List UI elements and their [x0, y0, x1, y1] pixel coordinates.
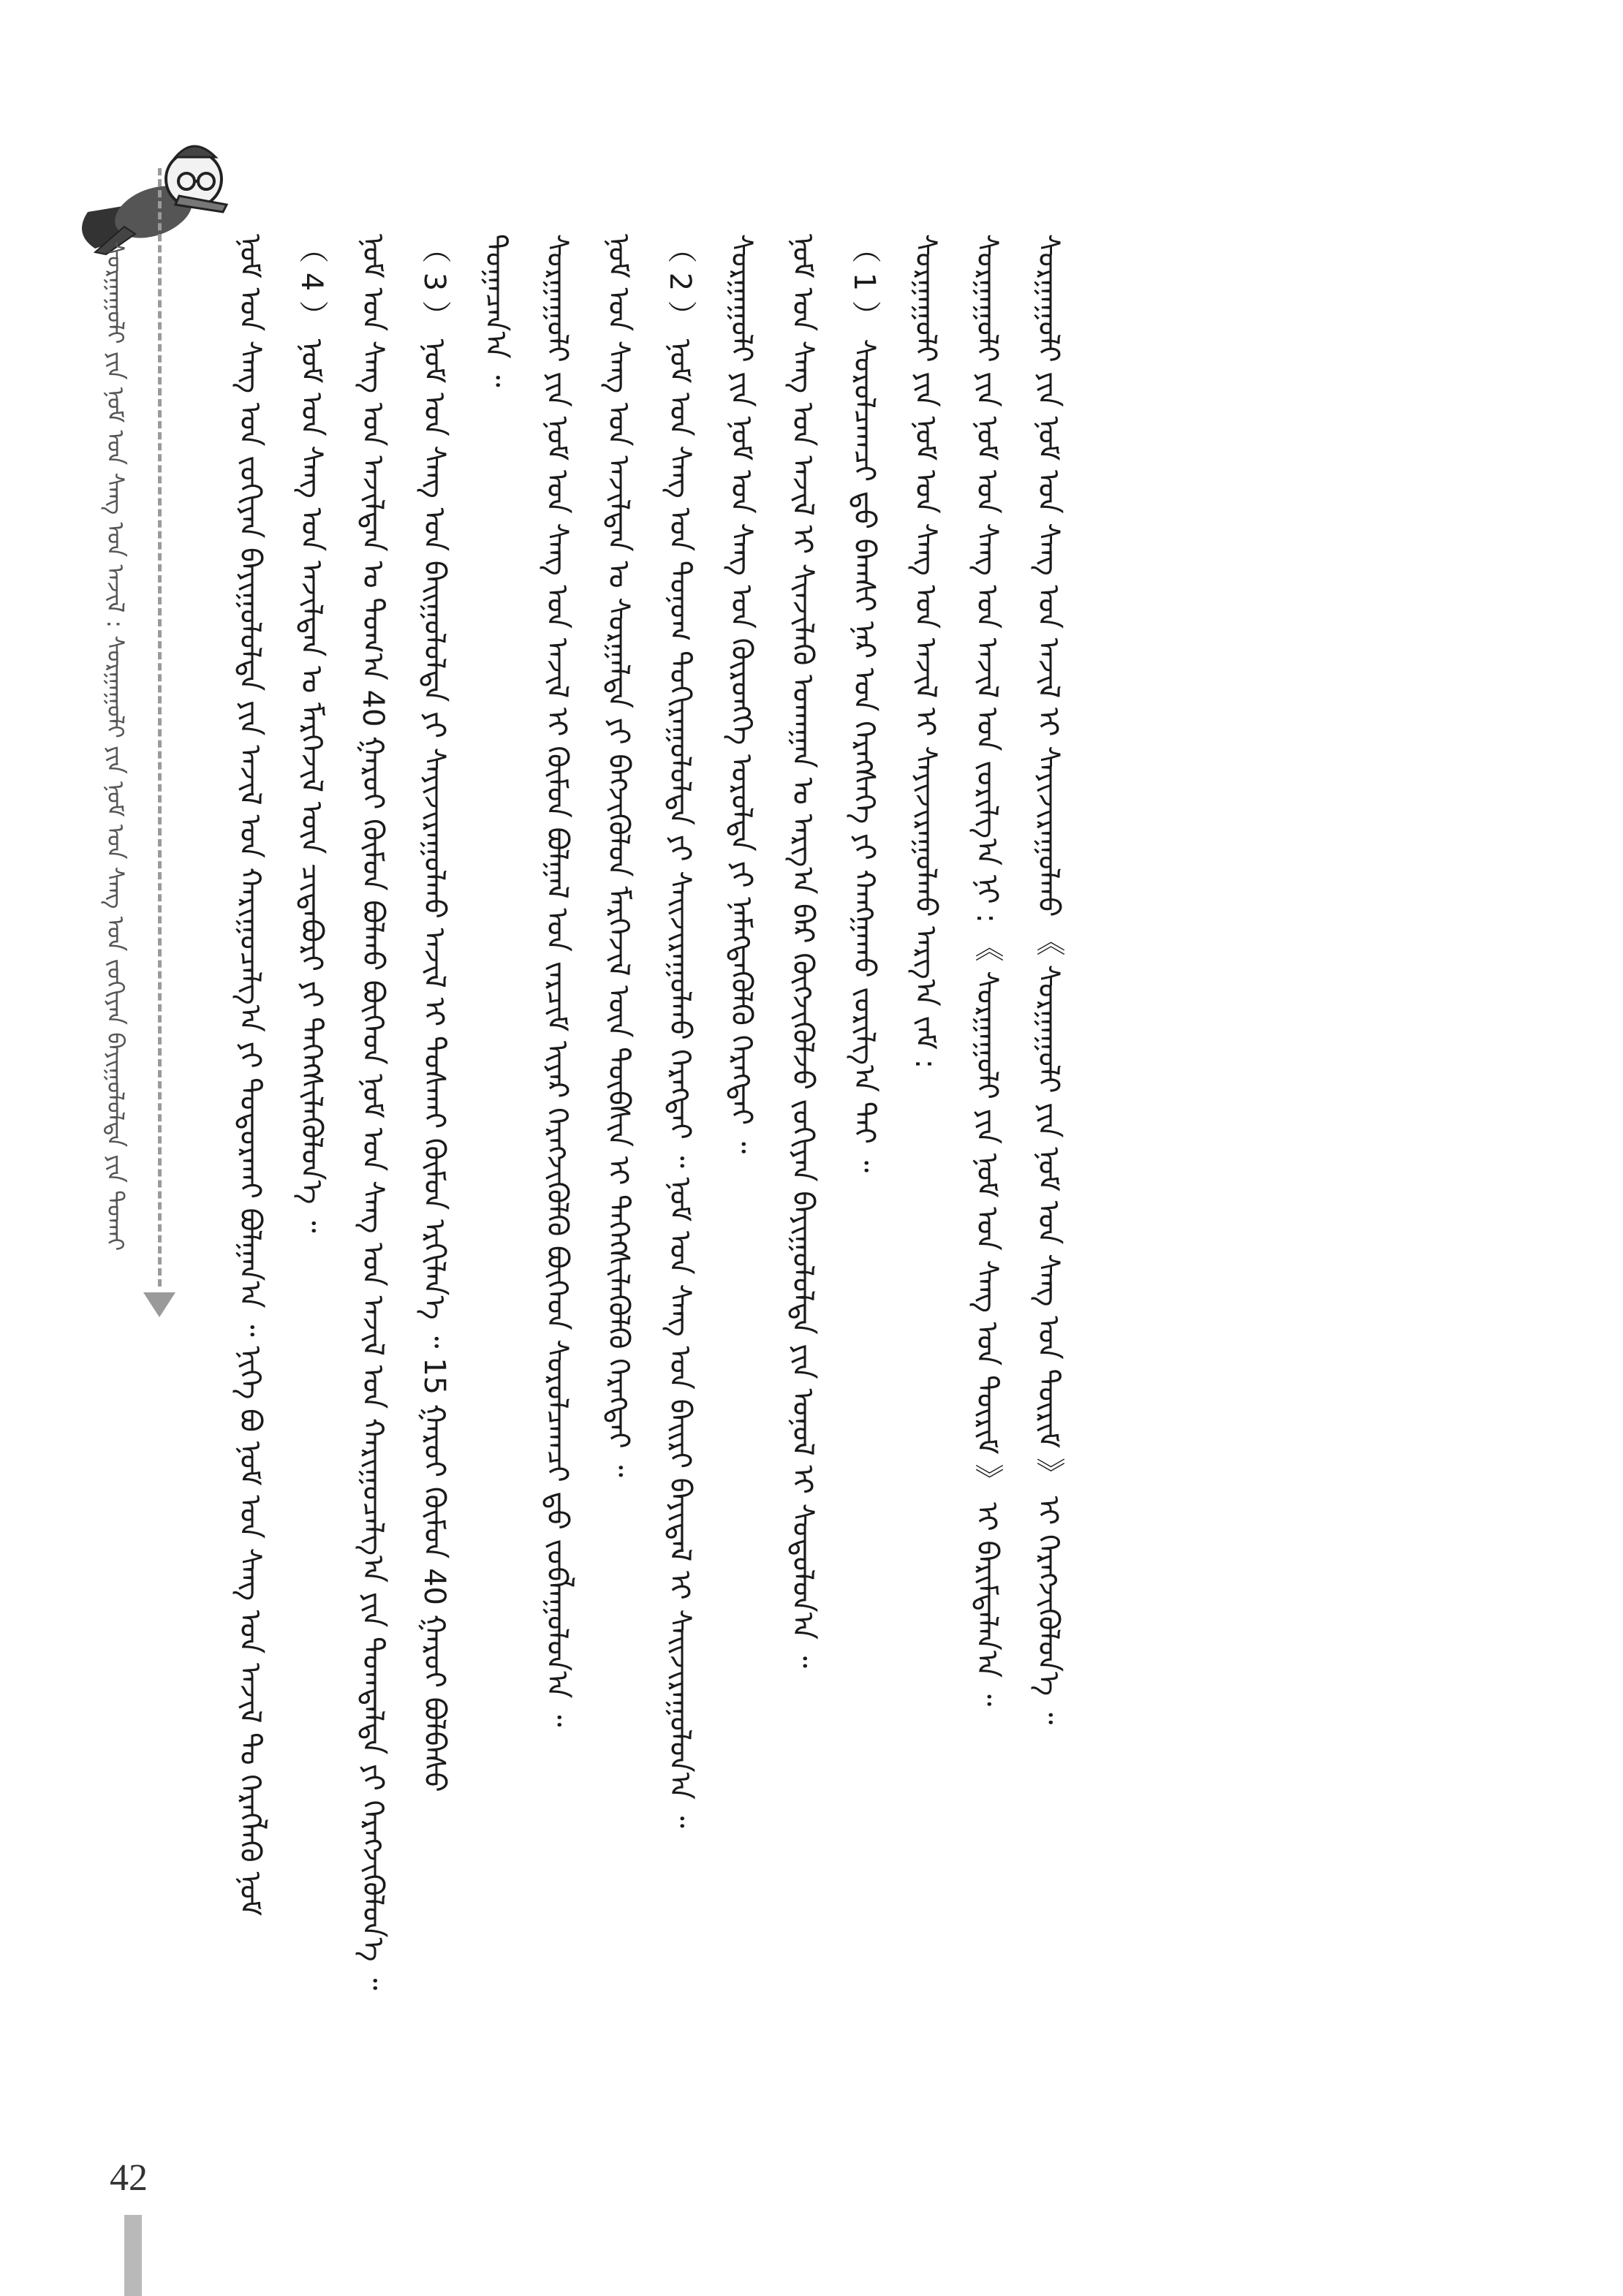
text-line: ᠰᠤᠷᠭᠠᠭᠤᠯᠢ ᠶᠢᠨ ᠨᠣᠮ ᠤᠨ ᠰᠠᠩ ᠤᠨ ᠠᠵᠢᠯ ᠤᠨ ᠵᠣᠷᠢᠯᠭ᠎ᠠ ᠨᠢ : 《 ᠰᠤᠷᠭᠠᠭᠤᠯᠢ ᠶᠢᠨ ᠨᠣᠮ ᠤᠨ ᠰᠠᠩ ᠤᠨ ᠳᠦᠷᠢᠮ 》 ᠢ ᠪᠠᠷᠢᠮᠲᠠᠯᠠᠨ᠎ᠠ ᠃: [970, 234, 1004, 1707]
dashed-rule: [158, 168, 162, 1287]
text-line: （ 1 ） ᠰᠤᠷᠤᠯᠴᠠᠭᠴᠢ ᠳ᠋ᠤ ᠪᠠᠭᠰᠢ ᠨᠠᠷ ᠤᠨ ᠬᠡᠷᠡᠭᠰᠡᠭᠡ ᠶᠢ ᠬᠠᠩᠭᠠᠬᠤ ᠵᠣᠷᠢᠯᠭ᠎ᠠ ᠲᠠᠢ ᠃: [847, 234, 881, 1173]
body-text: [219, 234, 1462, 2076]
side-tab-marker: [124, 2215, 142, 2296]
text-line: （ 3 ） ᠨᠣᠮ ᠤᠨ ᠰᠠᠩ ᠤᠨ ᠪᠠᠢᠭᠤᠯᠤᠯᠲᠠ ᠶᠢ ᠰᠠᠶᠢᠵᠢᠷᠠᠭᠤᠯᠬᠤ ᠠᠵᠢᠯ ᠢ ᠲᠤᠰᠬᠠᠢ ᠬᠦᠮᠦᠨ ᠡᠷᠬᠢᠯᠡᠨ᠎ᠡ ᠃ 15 ᠭᠠᠷᠤᠢ ᠬᠦᠮᠦᠨ 40 ᠭᠠᠷᠤᠢ ᠪᠣᠯᠪᠠᠰᠤ: [417, 234, 451, 1792]
running-head: ᠰᠤᠷᠭᠠᠭᠤᠯᠢ ᠶᠢᠨ ᠨᠣᠮ ᠤᠨ ᠰᠠᠩ ᠤᠨ ᠠᠵᠢᠯ : ᠰᠤᠷᠭᠠᠭᠤᠯᠢ ᠶᠢᠨ ᠨᠣᠮ ᠤᠨ ᠰᠠᠩ ᠤᠨ ᠵᠣᠬᠢᠶᠠᠨ ᠪᠠᠶᠢᠭᠤᠯᠤᠯᠲᠠ ᠶᠢᠨ ᠲᠤᠬᠠᠢ: [102, 241, 129, 1251]
text-line: ᠨᠣᠮ ᠤᠨ ᠰᠠᠩ ᠤᠨ ᠠᠵᠢᠯ ᠢ ᠰᠢᠨᠵᠢᠯᠡᠬᠦ ᠤᠬᠠᠭᠠᠨ ᠤ ᠠᠷᠭ᠎ᠠ ᠪᠠᠷ ᠬᠥᠭᠵᠢᠭᠦᠯᠵᠦ ᠵᠣᠬᠢᠶᠠᠨ ᠪᠠᠶᠢᠭᠤᠯᠤᠯᠲᠠ ᠶᠢᠨ ᠣᠨᠣᠯ ᠢ ᠰᠤᠳᠤᠯᠤᠨ᠎ᠠ ᠃: [786, 234, 820, 1668]
text-line: （ 4 ） ᠨᠣᠮ ᠤᠨ ᠰᠠᠩ ᠤᠨ ᠠᠵᠢᠯᠲᠠᠨ ᠤ ᠮᠡᠷᠭᠡᠵᠢᠯ ᠦᠨ ᠴᠢᠳᠠᠪᠤᠷᠢ ᠶᠢ ᠳᠡᠭᠡᠭᠰᠢᠯᠡᠭᠦᠯᠦᠨ᠎ᠡ ᠃: [295, 234, 328, 1233]
text-line: ᠲᠣᠭᠠᠴᠠᠨ᠎ᠠ ᠃: [479, 234, 512, 387]
text-line: ᠨᠣᠮ ᠤᠨ ᠰᠠᠩ ᠤᠨ ᠠᠵᠢᠯᠲᠠᠨ ᠤ ᠰᠤᠷᠭᠠᠯᠲᠠ ᠶᠢ ᠪᠡᠬᠵᠢᠭᠦᠯᠦᠨ ᠮᠡᠷᠭᠡᠵᠢᠯ ᠦᠨ ᠲᠦᠪᠰᠢᠨ ᠢ ᠳᠡᠭᠡᠭᠰᠢᠯᠡᠭᠦᠯᠬᠦ ᠬᠡᠷᠡᠭᠲᠡᠢ ᠃: [602, 234, 635, 1477]
text-line: ᠨᠣᠮ ᠤᠨ ᠰᠠᠩ ᠤᠨ ᠵᠣᠬᠢᠶᠠᠨ ᠪᠠᠶᠢᠭᠤᠯᠤᠯᠲᠠ ᠶᠢᠨ ᠠᠵᠢᠯ ᠤᠨ ᠬᠠᠷᠢᠭᠤᠴᠠᠯᠭ᠎ᠠ ᠶᠢ ᠲᠣᠳᠤᠷᠬᠠᠢ ᠪᠣᠯᠭᠠᠨ᠎ᠠ ᠃ ᠨᠢᠭᠡ ᠪᠣ ᠨᠣᠮ ᠤᠨ ᠰᠠᠩ ᠤᠨ ᠠᠵᠢᠯ ᠲᠤ ᠬᠡᠷᠡᠭᠯᠡᠬᠦ ᠨᠣᠮ: [233, 234, 267, 1917]
text-line: ᠨᠣᠮ ᠤᠨ ᠰᠠᠩ ᠤᠨ ᠠᠵᠢᠯᠲᠠᠨ ᠤ ᠲᠣᠭ᠎ᠠ 40 ᠭᠠᠷᠤᠢ ᠬᠦᠮᠦᠨ ᠪᠣᠯᠬᠤ ᠪᠥᠭᠡᠳ ᠨᠣᠮ ᠤᠨ ᠰᠠᠩ ᠤᠨ ᠠᠵᠢᠯ ᠤᠨ ᠬᠠᠷᠢᠭᠤᠴᠠᠯᠭ᠎ᠠ ᠶᠢᠨ ᠲᠣᠭᠲᠠᠯᠲᠠ ᠶᠢ ᠬᠡᠷᠡᠭᠵᠢᠭᠦᠯᠦᠨ᠎ᠡ ᠃: [356, 234, 390, 1990]
page-number: 42: [110, 2157, 148, 2199]
text-line: （ 2 ） ᠨᠣᠮ ᠤᠨ ᠰᠠᠩ ᠤᠨ ᠲᠣᠨᠣᠭ ᠲᠣᠬᠢᠷᠠᠭᠤᠯᠤᠯᠲᠠ ᠶᠢ ᠰᠠᠢᠵᠢᠷᠠᠭᠤᠯᠬᠤ ᠬᠡᠷᠡᠭᠲᠡᠢ ᠃ ᠨᠣᠮ ᠤᠨ ᠰᠠᠩ ᠤᠨ ᠪᠠᠢᠷᠢ ᠪᠠᠶᠢᠳᠠᠯ ᠢ ᠰᠠᠢᠵᠢᠷᠠᠭᠤᠯᠤᠨ᠎ᠠ ᠃: [663, 234, 697, 1828]
mascot-icon: [66, 124, 234, 256]
down-arrow-icon: [143, 1292, 175, 1317]
text-line: ᠰᠤᠷᠭᠠᠭᠤᠯᠢ ᠶᠢᠨ ᠨᠣᠮ ᠤᠨ ᠰᠠᠩ ᠤᠨ ᠬᠥᠷᠥᠩᠭᠡ ᠣᠷᠤᠯᠲᠠ ᠶᠢ ᠨᠡᠮᠡᠭᠳᠡᠭᠦᠯᠬᠦ ᠬᠡᠷᠡᠭᠲᠡᠢ ᠃: [725, 234, 758, 1154]
text-line: ᠰᠤᠷᠭᠠᠭᠤᠯᠢ ᠶᠢᠨ ᠨᠣᠮ ᠤᠨ ᠰᠠᠩ ᠤᠨ ᠠᠵᠢᠯ ᠢ ᠬᠦᠮᠦᠨ ᠪᠣᠯᠭᠠᠯ ᠤᠨ ᠵᠠᠷᠴᠢᠮ ᠢᠶᠠᠷ ᠬᠡᠷᠡᠭᠵᠢᠭᠦᠯᠬᠦ ᠪᠥᠭᠡᠳ ᠰᠤᠷᠤᠯᠴᠠᠭᠴᠢ ᠳ᠋ᠤ ᠵᠣᠪᠯᠠᠭᠤᠯᠤᠨ᠎ᠠ ᠃: [540, 234, 574, 1727]
text-line: ᠰᠤᠷᠭᠠᠭᠤᠯᠢ ᠶᠢᠨ ᠨᠣᠮ ᠤᠨ ᠰᠠᠩ ᠤᠨ ᠠᠵᠢᠯ ᠢ ᠰᠠᠶᠢᠵᠢᠷᠠᠭᠤᠯᠬᠤ 《 ᠰᠤᠷᠭᠠᠭᠤᠯᠢ ᠶᠢᠨ ᠨᠣᠮ ᠤᠨ ᠰᠠᠩ ᠤᠨ ᠳᠦᠷᠢᠮ 》 ᠢ ᠬᠡᠷᠡᠭᠵᠢᠭᠦᠯᠦᠨ᠎ᠡ ᠃: [1032, 234, 1065, 1725]
text-line: ᠰᠤᠷᠭᠠᠭᠤᠯᠢ ᠶᠢᠨ ᠨᠣᠮ ᠤᠨ ᠰᠠᠩ ᠤᠨ ᠠᠵᠢᠯ ᠢ ᠰᠠᠶᠢᠵᠢᠷᠠᠭᠤᠯᠬᠤ ᠠᠷᠭ᠎ᠠ ᠵᠠᠮ :: [909, 234, 942, 1069]
